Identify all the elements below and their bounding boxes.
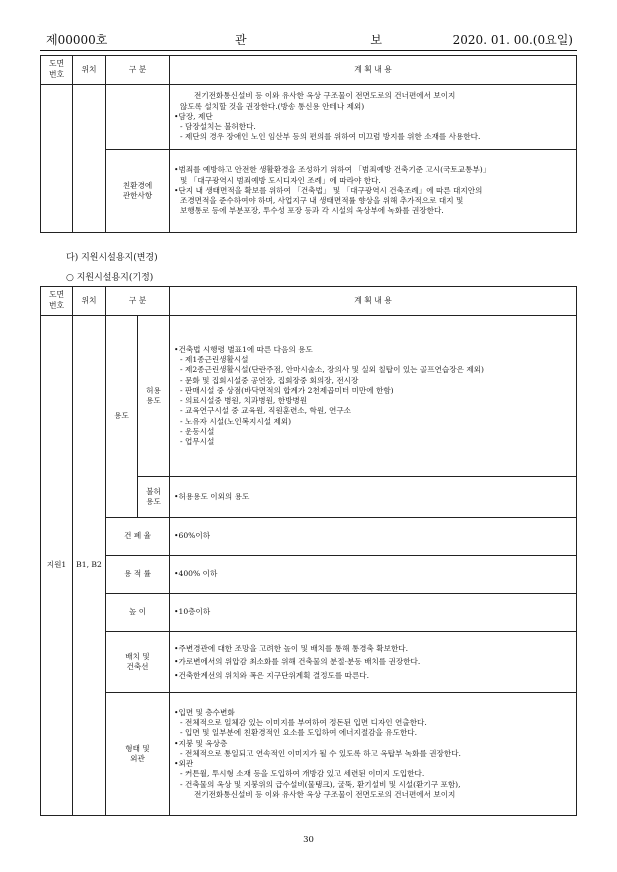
fence-title: •담장, 제단 [174, 111, 213, 121]
layout-line: •가로변에서의 위압감 최소화를 위해 건축물의 분절·분동 배치를 권장한다. [174, 657, 421, 667]
support-facility-table [40, 286, 577, 816]
drawing-number: 지원1 [41, 316, 73, 816]
col-header-loc: 위치 [73, 287, 106, 316]
continued-line: 않도록 설치할 것을 권장한다.(방송 통신용 안테나 제외) [180, 101, 365, 111]
eco-content [170, 150, 577, 233]
empty-loc-cell [73, 85, 106, 233]
allowed-use-item: - 판매시설 중 상점(바닥면적의 합계가 2천제곱미터 미만에 한함) [180, 385, 394, 395]
issue-number: 제00000호 [46, 33, 108, 47]
layout-line: •건축한계선의 위치와 폭은 지구단위계획 결정도를 따른다. [174, 670, 370, 680]
fence-item: - 담장설치는 불허한다. [180, 122, 256, 132]
allowed-use-title: •건축법 시행령 별표1에 따른 다음의 용도 [174, 344, 313, 354]
form-line: 전기전화통신설비 등 이와 유사한 옥상 구조물이 전면도로의 건너편에서 보이지 [194, 789, 456, 799]
height-label: 높 이 [106, 594, 170, 632]
bcr-label: 건 폐 율 [106, 518, 170, 556]
height-value: •10층이하 [170, 594, 577, 632]
disallowed-use-label: 불허 용도 [138, 477, 170, 518]
page-header [40, 29, 577, 49]
allowed-use-item: - 업무시설 [180, 437, 215, 446]
form-line: •지붕 및 옥상층 [174, 738, 228, 748]
use-label: 용도 [106, 316, 138, 518]
allowed-use-content [170, 316, 577, 477]
far-label: 용 적 률 [106, 556, 170, 594]
col-header-no: 도면 번호 [41, 56, 73, 85]
layout-label: 배치 및 건축선 [106, 632, 170, 693]
form-label: 형태 및 외관 [106, 693, 170, 816]
form-line: - 커튼월, 투시형 소재 등을 도입하여 개방감 있고 세련된 이미지 도입한다. [180, 769, 425, 779]
col-header-div: 구 분 [106, 56, 170, 85]
fence-item: - 제단의 경우 장애인 노인 임산부 등의 편의를 위하여 미끄럼 방지를 위한 소재를 사용한다. [180, 132, 481, 142]
form-line: - 건축물의 옥상 및 지붕위의 급수설비(물탱크), 굴뚝, 환기설비 및 시설(환기구 포함), [180, 779, 461, 789]
allowed-use-item: - 운동시설 [180, 426, 215, 436]
form-line: •입면 및 층수변화 [174, 707, 235, 717]
empty-div-cell [106, 85, 170, 150]
empty-no-cell [41, 85, 73, 233]
plan-table-continued [40, 55, 577, 233]
issue-date: 2020. 01. 00.(0요일) [452, 33, 573, 47]
col-header-content: 계 획 내 용 [170, 287, 577, 316]
continued-line: 전기전화통신설비 등 이와 유사한 옥상 구조물이 전면도로의 건너편에서 보이지 [194, 91, 456, 101]
eco-line: 조경면적을 준수하여야 하며, 사업지구 내 생태면적률 향상을 위해 추가적으로 대지 및 [180, 196, 464, 206]
allowed-use-item: - 제2종근린생활시설(단란주점, 안마시술소, 장의사 및 실외 칠탑이 있는 골프연습장은 제외) [180, 365, 484, 375]
col-header-no: 도면 번호 [41, 287, 73, 316]
allowed-use-item: - 문화 및 집회시설중 공연장, 집회장중 회의장, 전시장 [180, 375, 359, 385]
eco-line: •단지 내 생태면적을 확보를 위하여 「건축법」 및 「대구광역시 건축조례」에 따른 대지안의 [174, 185, 483, 195]
continued-content [170, 85, 577, 150]
location: B1, B2 [73, 316, 106, 816]
section-heading-change: 다) 지원시설용지(변경) [66, 253, 158, 263]
form-line: - 전체적으로 일체감 있는 이미지를 부여하여 정돈된 입면 디자인 연출한다. [180, 718, 427, 728]
allowed-use-label: 허용 용도 [138, 316, 170, 477]
form-content [170, 693, 577, 816]
eco-line: •범죄를 예방하고 안전한 생활환경을 조성하기 위하여 「범죄예방 건축기준 고시(국토교통부)」 [174, 165, 491, 175]
header-rule [40, 50, 577, 51]
disallowed-use-text: •허용용도 이외의 용도 [174, 491, 250, 501]
allowed-use-item: - 제1종근린생활시설 [180, 355, 249, 364]
form-line: •외관 [174, 759, 194, 769]
section-heading-existing: ○ 지원시설용지(기정) [66, 273, 154, 283]
page-number: 30 [303, 835, 314, 845]
eco-label: 친환경에 관한사항 [106, 150, 170, 233]
form-line: - 입면 및 일부분에 친환경적인 요소를 도입하여 에너지절감을 유도한다. [180, 728, 418, 738]
layout-content [170, 632, 577, 693]
bcr-value: •60%이하 [170, 518, 577, 556]
disallowed-use-content [170, 477, 577, 518]
eco-line: 및 「대구광역시 범죄예방 도시디자인 조례」에 따라야 한다. [180, 175, 381, 185]
allowed-use-item: - 노유자 시설(노인복지시설 제외) [180, 416, 292, 426]
eco-line: 보행통로 등에 부분포장, 투수성 포장 등과 각 시설의 옥상부에 녹화를 권장한다. [180, 206, 444, 216]
allowed-use-item: - 교육연구시설 중 교육원, 직원훈련소, 학원, 연구소 [180, 406, 352, 416]
col-header-loc: 위치 [73, 56, 106, 85]
form-line: - 전체적으로 통일되고 연속적인 이미지가 될 수 있도록 하고 옥탑부 녹화를 권장한다. [180, 748, 461, 758]
layout-line: •주변경관에 대한 조망을 고려한 높이 및 배치를 통해 통경축 확보한다. [174, 643, 409, 653]
gazette-title: 관 보 [235, 33, 442, 47]
far-value: •400% 이하 [170, 556, 577, 594]
col-header-content: 계 획 내 용 [170, 56, 577, 85]
col-header-div: 구 분 [106, 287, 170, 316]
allowed-use-item: - 의료시설중 병원, 치과병원, 한방병원 [180, 396, 308, 405]
